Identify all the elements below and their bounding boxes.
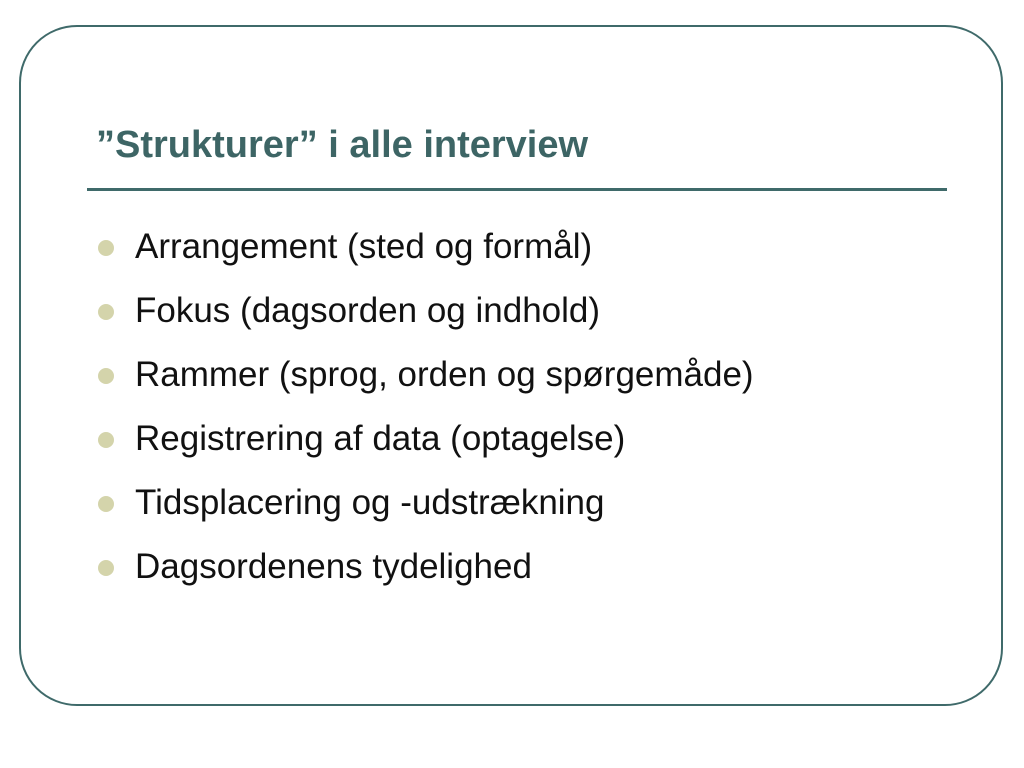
bullet-text: Registrering af data (optagelse): [135, 419, 626, 458]
bullet-dot-icon: [98, 368, 114, 384]
bullet-item: [98, 286, 754, 350]
bullet-text: Tidsplacering og -udstrækning: [135, 483, 605, 522]
title-underline: [87, 188, 947, 191]
bullet-item: [98, 478, 754, 542]
bullet-item: [98, 414, 754, 478]
bullet-list: [98, 222, 754, 606]
bullet-text: Arrangement (sted og formål): [135, 227, 593, 266]
bullet-text: Rammer (sprog, orden og spørgemåde): [135, 355, 754, 394]
bullet-item: [98, 350, 754, 414]
slide-title: ”Strukturer” i alle interview: [96, 124, 589, 166]
bullet-dot-icon: [98, 240, 114, 256]
bullet-dot-icon: [98, 304, 114, 320]
bullet-dot-icon: [98, 432, 114, 448]
bullet-item: [98, 222, 754, 286]
bullet-dot-icon: [98, 560, 114, 576]
bullet-item: [98, 542, 754, 606]
bullet-dot-icon: [98, 496, 114, 512]
bullet-text: Fokus (dagsorden og indhold): [135, 291, 601, 330]
bullet-text: Dagsordenens tydelighed: [135, 547, 532, 586]
